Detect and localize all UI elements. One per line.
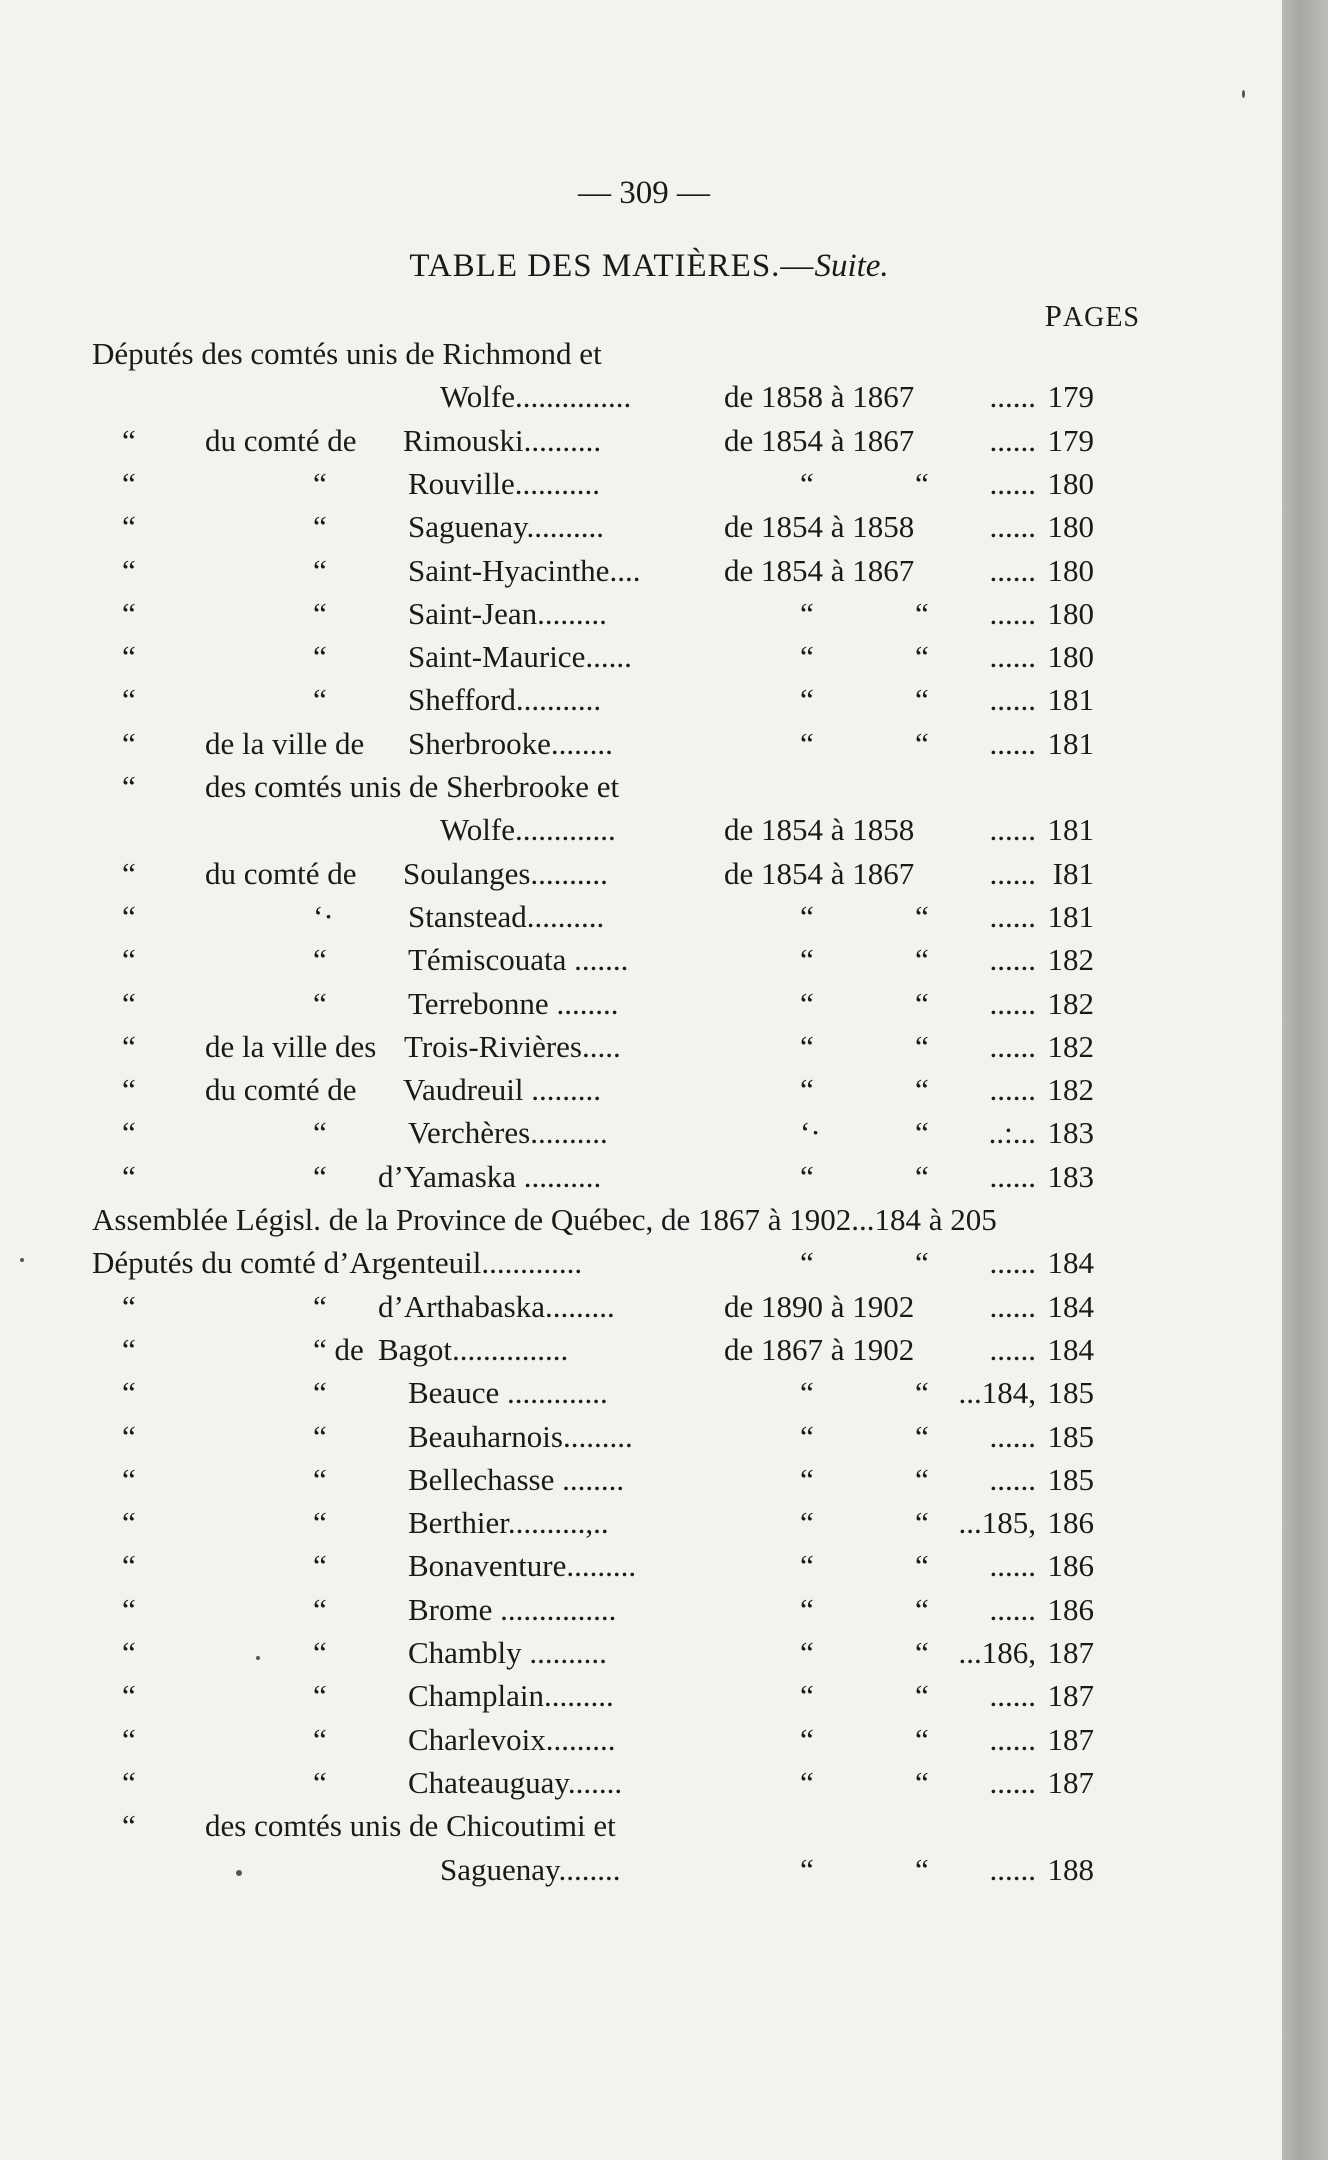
ditto-mark: “ [915,465,929,501]
date-range: de 1858 à 1867 [724,379,915,415]
leader-dots: ...... [989,1851,1036,1887]
ditto-mark: “ [313,1288,327,1324]
ink-speck [20,1258,24,1262]
leader-dots: ...184, [958,1375,1036,1411]
leader-dots: ...... [989,942,1036,978]
entry-name: Bagot............... [378,1331,569,1367]
ditto-mark: “ [313,1721,327,1757]
ditto-mark: “ [122,1678,136,1714]
ditto-mark: “ [800,942,814,978]
entry-name: Saint-Maurice...... [408,639,632,675]
ditto-mark: “ [122,1115,136,1151]
page-ref: 182 [1047,942,1094,978]
ditto-mark: “ [313,985,327,1021]
page-ref: 180 [1047,465,1094,501]
ditto-mark: “ [800,1548,814,1584]
ditto-mark: “ [122,1635,136,1670]
page-ref: 187 [1047,1764,1094,1800]
toc-row [0,1851,1282,1889]
leader-dots: ...... [989,1678,1036,1714]
title-main: TABLE DES MATIÈRES.— [409,248,815,284]
page-ref: 187 [1047,1635,1094,1670]
ditto-mark: “ [122,769,136,804]
entry-name: d’Arthabaska......... [378,1288,615,1324]
ditto-mark: “ [313,465,327,501]
page-ref: 182 [1047,985,1094,1021]
ditto-mark: “ [915,1418,929,1454]
pages-header-initial: P [1044,298,1063,333]
toc-row [0,638,1282,676]
entry-lead: du comté de [205,422,357,458]
toc-row [0,768,1282,806]
ditto-mark: “ [313,1678,327,1714]
entry-name: Trois-Rivières..... [404,1028,621,1064]
leader-dots: ...186, [958,1635,1036,1670]
entry-name: d’Yamaska .......... [378,1158,602,1194]
page-ref: 185 [1047,1418,1094,1454]
toc-row [0,941,1282,979]
ditto-mark: “ [122,942,136,978]
toc-row [0,1244,1282,1282]
entry-name: Rouville........... [408,465,601,501]
pages-column-header [1045,298,1140,334]
ditto-mark: “ [915,1505,929,1541]
ditto-mark: “ [122,725,136,761]
entry-name: Shefford........... [408,682,602,718]
page-ref: 182 [1047,1072,1094,1108]
ditto-mark: “ [122,682,136,718]
toc-row [0,1807,1282,1845]
ditto-mark: “ [313,1461,327,1497]
entry-name: Terrebonne ........ [408,985,619,1021]
toc-row [0,422,1282,460]
leader-dots: ...... [989,1461,1036,1497]
page-ref: 184 [1047,1288,1094,1324]
ditto-mark: “ [313,1115,327,1151]
entry-lead: de la ville des [205,1028,377,1064]
toc-row [0,1158,1282,1196]
page-ref: 185 [1047,1375,1094,1411]
pages-header-rest: AGES [1062,302,1140,333]
entry-lead: des comtés unis de Sherbrooke et [205,769,620,804]
entry-text: Députés du comté d’Argenteuil............. [92,1245,583,1281]
entry-name: Chambly .......... [408,1635,607,1670]
leader-dots: ...... [989,1721,1036,1757]
entry-text: Députés des comtés unis de Richmond et [92,336,602,371]
page-title [0,248,1313,285]
ditto-mark: “ [915,1764,929,1800]
entry-name: Bellechasse ........ [408,1461,625,1497]
ditto-mark: “ [800,898,814,934]
ditto-mark: “ [915,639,929,675]
ditto-mark: “ [800,1245,814,1281]
ink-speck [1242,90,1245,98]
ditto-mark: “ [915,1721,929,1757]
leader-dots: ...... [989,1072,1036,1108]
ditto-mark: “ [313,1505,327,1541]
leader-dots: ...... [989,1245,1036,1281]
toc-row [0,1071,1282,1109]
ditto-mark: “ [800,985,814,1021]
ditto-mark: “ [915,1158,929,1194]
leader-dots: ...... [989,985,1036,1021]
page-ref: 184 [1047,1331,1094,1367]
ditto-mark: “ [800,465,814,501]
page-ref: 180 [1047,509,1094,545]
ditto-mark: “ [313,682,327,718]
ditto-mark: “ [313,1591,327,1627]
leader-dots: ..:... [988,1115,1036,1151]
ditto-mark: “ [122,422,136,458]
page-ref: 187 [1047,1721,1094,1757]
entry-name: Bonaventure......... [408,1548,637,1584]
leader-dots: ...... [989,725,1036,761]
date-range: de 1854 à 1858 [724,509,915,545]
leader-dots: ...... [989,379,1036,415]
ditto-mark: “ [800,1418,814,1454]
ditto-mark: “ [915,725,929,761]
leader-dots: ...... [989,509,1036,545]
toc-row [0,1547,1282,1585]
page-ref: 180 [1047,595,1094,631]
ditto-mark: “ [800,1375,814,1411]
ditto-mark: “ [313,1764,327,1800]
ditto-mark: “ [122,1331,136,1367]
ditto-mark: “ [122,985,136,1021]
ditto-mark: “ [313,552,327,588]
ditto-mark: “ [122,639,136,675]
leader-dots: ...... [989,1331,1036,1367]
page-ref: 186 [1047,1591,1094,1627]
ditto-mark: “ [313,595,327,631]
ditto-mark: “ [800,1591,814,1627]
entry-lead: de la ville de [205,725,365,761]
page-ref: 179 [1047,379,1094,415]
toc-row [0,508,1282,546]
ditto-mark: “ [122,1072,136,1108]
page-ref: 183 [1047,1158,1094,1194]
ditto-mark: “ [915,942,929,978]
page-ref: 180 [1047,552,1094,588]
leader-dots: ...... [989,1028,1036,1064]
ditto-mark: “ [122,509,136,545]
page-ref: 180 [1047,639,1094,675]
toc-row [0,1591,1282,1629]
ditto-mark: “ [313,1375,327,1411]
ditto-mark: “ [915,1851,929,1887]
ditto-mark: “ [915,1028,929,1064]
entry-name: Verchères.......... [408,1115,608,1151]
entry-name: Stanstead.......... [408,898,605,934]
leader-dots: ...... [989,1764,1036,1800]
ditto-mark: “ [313,1418,327,1454]
toc-row [0,681,1282,719]
ditto-mark: “ [122,1591,136,1627]
ditto-mark: “ [122,1764,136,1800]
entry-name: Charlevoix......... [408,1721,616,1757]
ditto-mark: ‘· [800,1115,821,1151]
entry-name: Champlain......... [408,1678,614,1714]
ditto-mark: “ [122,1375,136,1411]
page-ref: 184 [1047,1245,1094,1281]
ditto-mark: “ [313,509,327,545]
date-range: de 1890 à 1902 [724,1288,915,1324]
toc-row [0,985,1282,1023]
ditto-mark: “ [122,1418,136,1454]
ditto-mark: “ [915,1245,929,1281]
page-ref: 187 [1047,1678,1094,1714]
entry-name: Beauharnois......... [408,1418,633,1454]
page-number: — 309 — [578,175,710,211]
date-range: de 1854 à 1867 [724,855,915,891]
toc-row [0,1374,1282,1412]
leader-dots: ...... [989,898,1036,934]
date-range: de 1867 à 1902 [724,1331,915,1367]
ditto-mark: “ [915,682,929,718]
ditto-mark: “ [915,595,929,631]
ditto-mark: “ [800,1721,814,1757]
entry-name: Témiscouata ....... [408,942,629,978]
leader-dots: ...... [989,1548,1036,1584]
ditto-mark: “ [800,1505,814,1541]
toc-row [0,552,1282,590]
entry-name: Wolfe............. [440,812,616,848]
entry-name: Chateauguay....... [408,1764,623,1800]
ditto-mark: “ [122,1461,136,1497]
toc-row [0,1634,1282,1672]
toc-row [0,465,1282,503]
entry-name: Berthier..........,.. [408,1505,609,1541]
ditto-mark: “ [800,595,814,631]
page-edge [1282,0,1328,2160]
entry-name: Wolfe............... [440,379,632,415]
page-ref: 181 [1047,812,1094,848]
ditto-mark: “ [915,1591,929,1627]
entry-name: Rimouski.......... [403,422,602,458]
ditto-mark: “ [915,1115,929,1151]
entry-name: Saguenay........ [440,1851,621,1887]
leader-dots: ...... [989,812,1036,848]
page-ref: I81 [1052,855,1094,891]
ditto-mark: “ [122,1288,136,1324]
toc-row [0,1288,1282,1326]
page-ref: 181 [1047,725,1094,761]
ditto-mark: “ [800,682,814,718]
title-suffix: Suite. [814,248,889,284]
ditto-mark: “ [800,1678,814,1714]
ditto-mark: “ [122,1158,136,1194]
date-range: de 1854 à 1867 [724,552,915,588]
toc-row [0,1331,1282,1369]
entry-name: Saint-Hyacinthe.... [408,552,641,588]
leader-dots: ...... [989,682,1036,718]
page-ref: 186 [1047,1505,1094,1541]
leader-dots: ...... [989,422,1036,458]
ditto-mark: “ [122,1808,136,1844]
toc-row [0,378,1282,416]
toc-row [0,1201,1282,1239]
ditto-mark: “ [122,1548,136,1584]
ditto-mark: “ [122,1721,136,1757]
toc-row [0,855,1282,893]
entry-text: Assemblée Législ. de la Province de Québec, de 1867 à 1902...184 à 205 [92,1202,997,1237]
entry-lead: du comté de [205,1072,357,1108]
ditto-mark: “ [915,1548,929,1584]
ditto-mark: “ [915,1678,929,1714]
leader-dots: ...... [989,465,1036,501]
ditto-mark: “ [915,1072,929,1108]
ink-speck [236,1870,242,1876]
ditto-mark: “ [122,465,136,501]
ditto-mark: “ [800,1851,814,1887]
entry-name: Sherbrooke........ [408,725,613,761]
entry-lead: du comté de [205,855,357,891]
leader-dots: ...... [989,1418,1036,1454]
ditto-mark: “ [122,552,136,588]
date-range: de 1854 à 1867 [724,422,915,458]
page-ref: 185 [1047,1461,1094,1497]
entry-name: Brome ............... [408,1591,617,1627]
ditto-mark: “ [122,595,136,631]
page-ref: 183 [1047,1115,1094,1151]
ditto-mark: “ [915,985,929,1021]
ditto-mark: “ [800,1764,814,1800]
toc-row [0,725,1282,763]
ditto-mark: “ [313,1548,327,1584]
ditto-mark: “ [915,898,929,934]
ditto-mark: “ de [313,1331,364,1367]
leader-dots: ...... [989,552,1036,588]
page-ref: 186 [1047,1548,1094,1584]
entry-name: Saguenay.......... [408,509,605,545]
toc-row [0,1504,1282,1542]
leader-dots: ...... [989,1288,1036,1324]
ditto-mark: “ [122,855,136,891]
ditto-mark: “ [122,898,136,934]
ditto-mark: “ [122,1505,136,1541]
toc-row [0,335,1282,373]
ditto-mark: “ [800,1461,814,1497]
toc-row [0,898,1282,936]
page-ref: 182 [1047,1028,1094,1064]
entry-name: Vaudreuil ......... [403,1072,602,1108]
ditto-mark: “ [313,1635,327,1670]
ink-speck [256,1656,260,1660]
leader-dots: ...... [989,639,1036,675]
toc-row [0,1721,1282,1759]
ditto-mark: “ [313,1158,327,1194]
page-ref: 181 [1047,898,1094,934]
ditto-mark: “ [313,639,327,675]
ditto-mark: “ [800,1158,814,1194]
leader-dots: ...... [989,595,1036,631]
toc-row [0,811,1282,849]
toc-row [0,1764,1282,1802]
ditto-mark: “ [313,942,327,978]
leader-dots: ...... [989,855,1036,891]
ditto-mark: “ [800,639,814,675]
toc-row [0,1418,1282,1456]
toc-row [0,1114,1282,1152]
page-ref: 188 [1047,1851,1094,1887]
page-ref: 181 [1047,682,1094,718]
ditto-mark: “ [915,1375,929,1411]
toc-row [0,1461,1282,1499]
entry-name: Beauce ............. [408,1375,608,1411]
ditto-mark: “ [122,1028,136,1064]
toc-row [0,595,1282,633]
date-range: de 1854 à 1858 [724,812,915,848]
ditto-mark: ‘· [313,898,334,934]
ditto-mark: “ [800,1072,814,1108]
entry-lead: des comtés unis de Chicoutimi et [205,1808,616,1844]
entry-name: Saint-Jean......... [408,595,607,631]
ditto-mark: “ [915,1461,929,1497]
ditto-mark: “ [800,725,814,761]
leader-dots: ...185, [958,1505,1036,1541]
ditto-mark: “ [800,1028,814,1064]
toc-row [0,1028,1282,1066]
entry-name: Soulanges.......... [403,855,608,891]
page-ref: 179 [1047,422,1094,458]
ditto-mark: “ [915,1635,929,1670]
leader-dots: ...... [989,1158,1036,1194]
toc-row [0,1677,1282,1715]
leader-dots: ...... [989,1591,1036,1627]
ditto-mark: “ [800,1635,814,1670]
